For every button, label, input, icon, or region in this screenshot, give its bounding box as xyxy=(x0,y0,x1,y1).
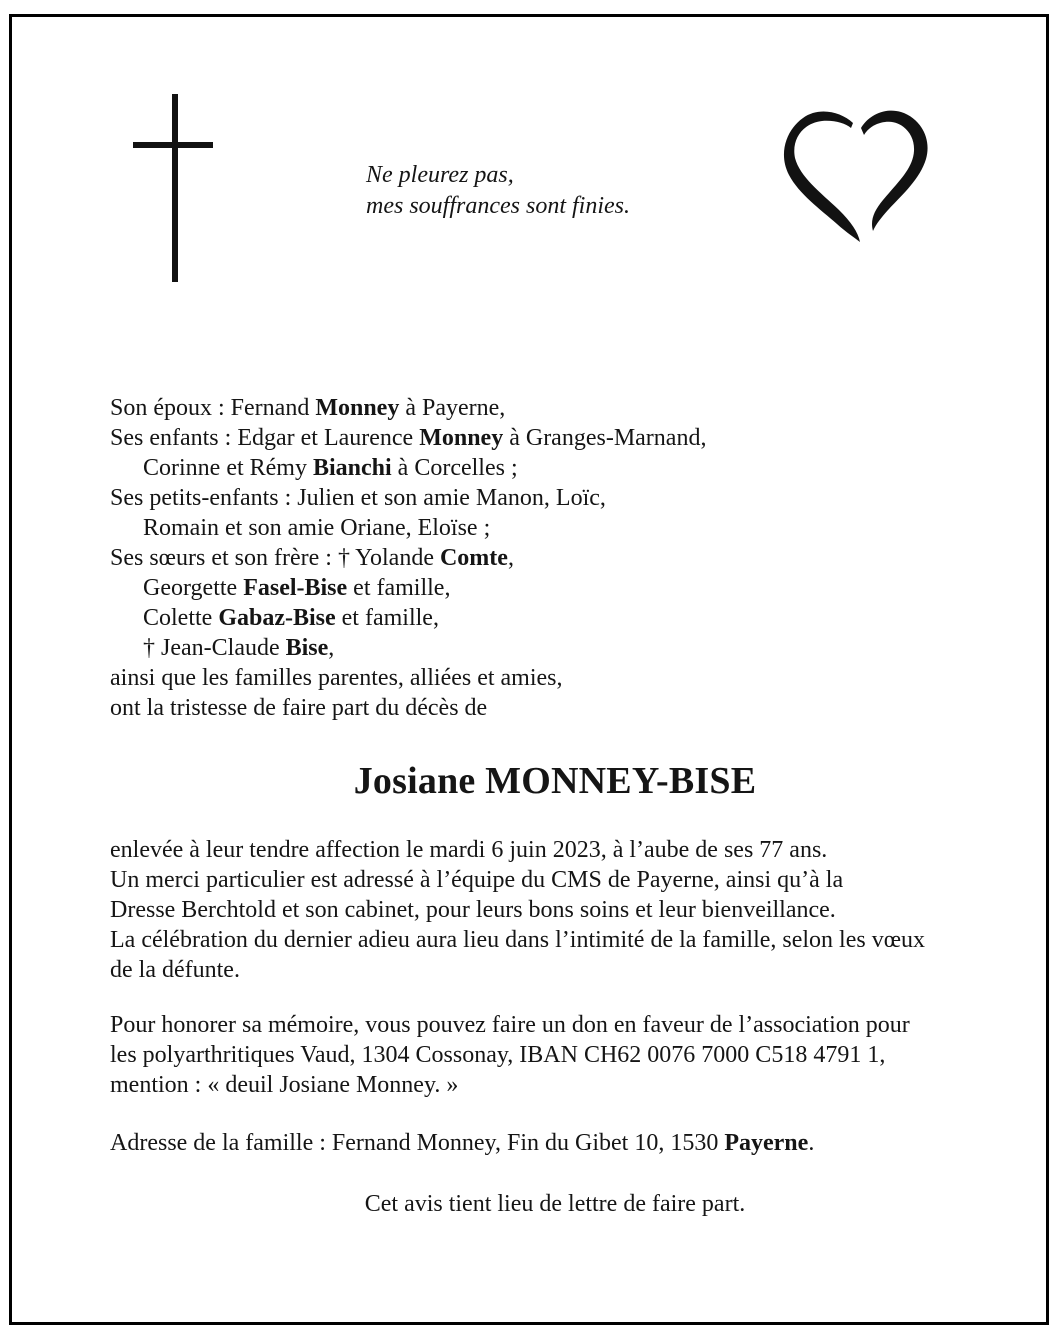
text-line: enlevée à leur tendre affection le mardi 6 juin 2023, à l’aube de ses 77 ans. xyxy=(110,837,828,863)
family-address xyxy=(110,1128,1020,1158)
text-line: Son époux : Fernand Monney à Payerne, xyxy=(110,395,506,421)
text-line: ont la tristesse de faire part du décès de xyxy=(110,695,488,721)
deceased-name: Josiane MONNEY-BISE xyxy=(353,760,757,802)
text-line: Romain et son amie Oriane, Eloïse ; xyxy=(143,515,491,541)
text-line: Ses sœurs et son frère : † Yolande Comte, xyxy=(110,545,514,571)
donation-paragraph xyxy=(110,1010,1020,1100)
family-list xyxy=(110,393,1010,723)
announcement-paragraph xyxy=(110,835,1020,985)
closing-note: Cet avis tient lieu de lettre de faire part. xyxy=(364,1191,746,1217)
text-line: La célébration du dernier adieu aura lieu dans l’intimité de la famille, selon les vœux xyxy=(110,927,926,953)
text-line: mention : « deuil Josiane Monney. » xyxy=(110,1072,459,1098)
text-line: Un merci particulier est adressé à l’équipe du CMS de Payerne, ainsi qu’à la xyxy=(110,867,844,893)
latin-cross-icon xyxy=(128,88,218,288)
text-line: Corinne et Rémy Bianchi à Corcelles ; xyxy=(143,455,518,481)
text-line: Ses petits-enfants : Julien et son amie Manon, Loïc, xyxy=(110,485,606,511)
calligraphic-heart-icon xyxy=(782,110,932,244)
text-line: Georgette Fasel-Bise et famille, xyxy=(143,575,451,601)
text-line: mes souffrances sont finies. xyxy=(366,193,630,219)
epitaph-quote xyxy=(366,160,630,222)
text-line: Adresse de la famille : Fernand Monney, Fin du Gibet 10, 1530 Payerne. xyxy=(110,1130,815,1156)
text-line: Dresse Berchtold et son cabinet, pour leurs bons soins et leur bienveillance. xyxy=(110,897,836,923)
text-line: ainsi que les familles parentes, alliées et amies, xyxy=(110,665,563,691)
text-line: † Jean-Claude Bise, xyxy=(143,635,335,661)
text-line: Colette Gabaz-Bise et famille, xyxy=(143,605,439,631)
text-line: Pour honorer sa mémoire, vous pouvez faire un don en faveur de l’association pour xyxy=(110,1012,910,1038)
text-line: les polyarthritiques Vaud, 1304 Cossonay, IBAN CH62 0076 7000 C518 4791 1, xyxy=(110,1042,886,1068)
text-line: Ses enfants : Edgar et Laurence Monney à Granges-Marnand, xyxy=(110,425,707,451)
text-line: de la défunte. xyxy=(110,957,240,983)
text-line: Ne pleurez pas, xyxy=(366,162,514,188)
